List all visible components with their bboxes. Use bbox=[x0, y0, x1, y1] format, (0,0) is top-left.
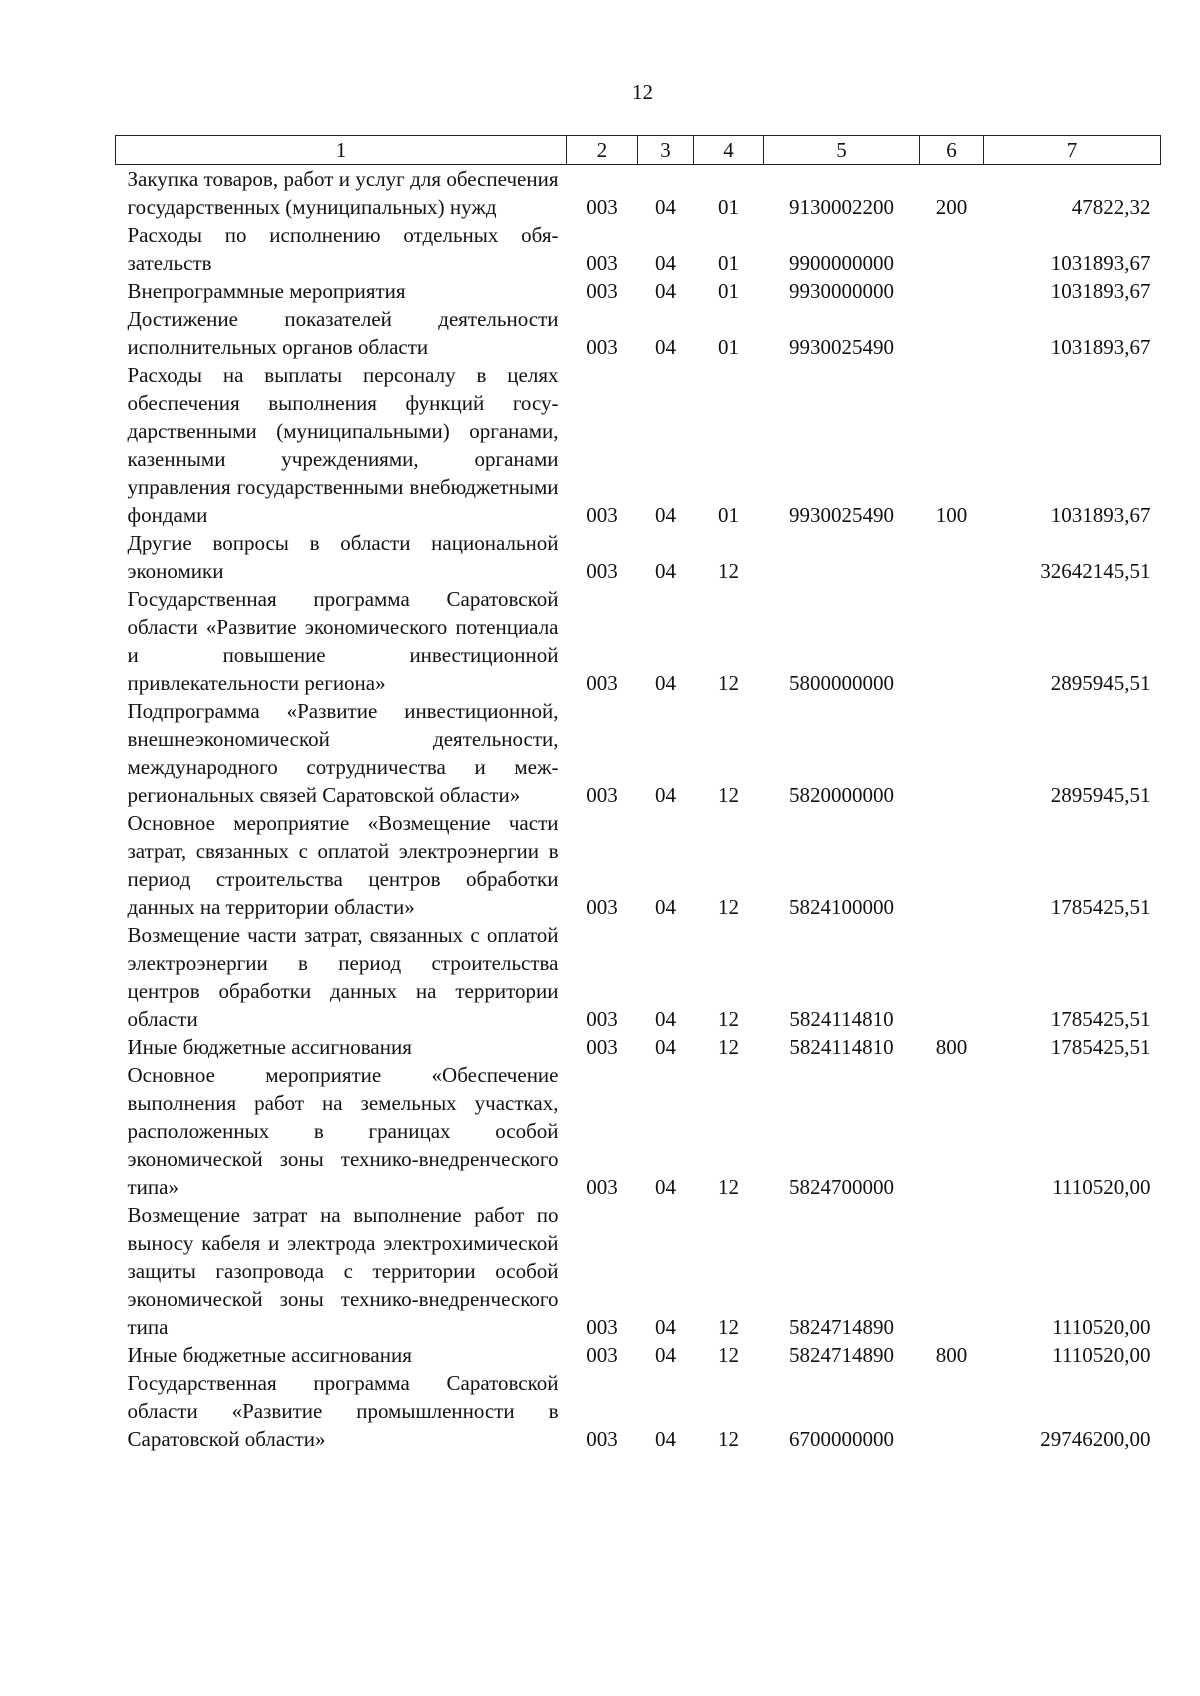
row-code-3: 04 bbox=[655, 279, 676, 303]
row-name: Внепрограммные мероприятия bbox=[127, 279, 406, 303]
row-name: Возмещение затрат на выполнение работ по выносу кабеля и электрода электрохимической защиты газопровода с территории особой экономической зоны технико-внедренческого типа bbox=[127, 1203, 559, 1339]
table-row bbox=[116, 277, 1161, 305]
row-name: Иные бюджетные ассигнования bbox=[127, 1343, 412, 1367]
row-code-2: 003 bbox=[586, 559, 618, 583]
row-amount: 1031893,67 bbox=[1050, 279, 1151, 303]
row-code-6: 100 bbox=[935, 503, 968, 527]
row-code-4: 12 bbox=[718, 1315, 739, 1339]
row-name: Достижение показателей деятельности исполнительных органов области bbox=[127, 307, 559, 359]
row-code-3: 04 bbox=[655, 503, 676, 527]
row-code-4: 01 bbox=[718, 279, 739, 303]
row-code-5: 9930025490 bbox=[789, 335, 894, 359]
column-header-5: 5 bbox=[764, 136, 920, 165]
row-code-6: 200 bbox=[935, 195, 968, 219]
row-code-2: 003 bbox=[586, 1175, 618, 1199]
row-code-3: 04 bbox=[655, 559, 676, 583]
row-code-4: 12 bbox=[718, 1343, 739, 1367]
row-amount: 2895945,51 bbox=[1050, 671, 1151, 695]
row-code-3: 04 bbox=[655, 783, 676, 807]
row-code-6 bbox=[920, 221, 984, 277]
row-code-2: 003 bbox=[586, 279, 618, 303]
row-name: Иные бюджетные ассигнования bbox=[127, 1035, 412, 1059]
row-code-2: 003 bbox=[586, 503, 618, 527]
row-code-3: 04 bbox=[655, 1427, 676, 1451]
row-code-5 bbox=[764, 529, 920, 585]
row-name: Основное мероприятие «Обеспечение выполнения работ на земельных участках, расположенных в границах особой экономической зоны технико-внедренческого типа» bbox=[127, 1063, 559, 1199]
row-code-6 bbox=[920, 809, 984, 921]
row-code-3: 04 bbox=[655, 251, 676, 275]
table-row bbox=[116, 1341, 1161, 1369]
row-name: Расходы на выплаты персоналу в целях обеспечения выполнения функций государственными (муниципальными) органами, казенными учреждениями, органами управления государственными внебюджетными фондами bbox=[127, 363, 559, 527]
row-code-2: 003 bbox=[586, 335, 618, 359]
row-code-4: 12 bbox=[718, 895, 739, 919]
row-code-5: 5824114810 bbox=[789, 1007, 894, 1031]
row-code-4: 12 bbox=[718, 1427, 739, 1451]
row-code-2: 003 bbox=[586, 251, 618, 275]
row-code-5: 9900000000 bbox=[789, 251, 894, 275]
row-code-4: 12 bbox=[718, 1035, 739, 1059]
row-code-6 bbox=[920, 529, 984, 585]
column-header-2: 2 bbox=[567, 136, 638, 165]
row-amount: 1110520,00 bbox=[1052, 1343, 1151, 1367]
row-code-4: 12 bbox=[718, 671, 739, 695]
row-amount: 32642145,51 bbox=[1040, 559, 1151, 583]
table-header bbox=[116, 136, 1161, 165]
row-code-2: 003 bbox=[586, 783, 618, 807]
row-code-5: 5824100000 bbox=[789, 895, 894, 919]
row-code-2: 003 bbox=[586, 1007, 618, 1031]
table-row bbox=[116, 1061, 1161, 1201]
row-code-4: 01 bbox=[718, 251, 739, 275]
row-code-3: 04 bbox=[655, 1175, 676, 1199]
row-code-3: 04 bbox=[655, 895, 676, 919]
column-header-4: 4 bbox=[694, 136, 764, 165]
row-code-6: 800 bbox=[935, 1035, 968, 1059]
row-code-2: 003 bbox=[586, 1427, 618, 1451]
row-name: Закупка товаров, работ и услуг для обеспечения государственных (муниципальных) нужд bbox=[127, 167, 559, 219]
row-code-6 bbox=[920, 697, 984, 809]
row-name: Подпрограмма «Развитие инвестиционной, внешнеэкономической деятельности, международного сотрудничества и межрегиональных связей Саратовской области» bbox=[127, 699, 559, 807]
row-amount: 29746200,00 bbox=[1040, 1427, 1151, 1451]
row-name: Государственная программа Саратовской области «Развитие промышленности в Саратовской области» bbox=[127, 1371, 559, 1451]
table-row bbox=[116, 165, 1161, 222]
column-header-7: 7 bbox=[984, 136, 1161, 165]
table-row bbox=[116, 809, 1161, 921]
row-amount: 1785425,51 bbox=[1050, 1007, 1151, 1031]
row-code-2: 003 bbox=[586, 895, 618, 919]
table-row bbox=[116, 1369, 1161, 1453]
row-code-4: 12 bbox=[718, 559, 739, 583]
row-amount: 1785425,51 bbox=[1050, 1035, 1151, 1059]
row-code-2: 003 bbox=[586, 1343, 618, 1367]
row-amount: 1031893,67 bbox=[1050, 503, 1151, 527]
column-header-3: 3 bbox=[638, 136, 694, 165]
row-code-6: 800 bbox=[935, 1343, 968, 1367]
row-code-3: 04 bbox=[655, 195, 676, 219]
row-name: Расходы по исполнению отдельных обязательств bbox=[127, 223, 559, 275]
row-name: Государственная программа Саратовской области «Развитие экономического потенциала и повышение инвестиционной привлекательности региона» bbox=[127, 587, 559, 695]
row-code-2: 003 bbox=[586, 195, 618, 219]
row-code-4: 01 bbox=[718, 335, 739, 359]
row-code-3: 04 bbox=[655, 1343, 676, 1367]
table-row bbox=[116, 585, 1161, 697]
row-amount: 2895945,51 bbox=[1050, 783, 1151, 807]
row-code-6 bbox=[920, 277, 984, 305]
table-row bbox=[116, 529, 1161, 585]
row-code-6 bbox=[920, 1061, 984, 1201]
budget-table bbox=[115, 135, 1161, 1453]
page-number: 12 bbox=[632, 80, 653, 104]
row-code-6 bbox=[920, 1201, 984, 1341]
row-amount: 1110520,00 bbox=[1052, 1315, 1151, 1339]
row-name: Возмещение части затрат, связанных с оплатой электроэнергии в период строительства центров обработки данных на территории области bbox=[127, 923, 559, 1031]
table-row bbox=[116, 697, 1161, 809]
row-code-4: 12 bbox=[718, 783, 739, 807]
row-name: Другие вопросы в области национальной экономики bbox=[127, 531, 559, 583]
row-code-5: 9930000000 bbox=[789, 279, 894, 303]
row-code-4: 01 bbox=[718, 503, 739, 527]
row-code-5: 5820000000 bbox=[789, 783, 894, 807]
row-code-5: 5800000000 bbox=[789, 671, 894, 695]
column-header-6: 6 bbox=[920, 136, 984, 165]
row-amount: 1110520,00 bbox=[1052, 1175, 1151, 1199]
row-amount: 47822,32 bbox=[1071, 195, 1151, 219]
row-code-3: 04 bbox=[655, 335, 676, 359]
row-code-4: 01 bbox=[718, 195, 739, 219]
budget-table-container bbox=[115, 135, 1160, 1453]
row-amount: 1031893,67 bbox=[1050, 335, 1151, 359]
row-code-5: 5824114810 bbox=[789, 1035, 894, 1059]
table-row bbox=[116, 1201, 1161, 1341]
row-code-6 bbox=[920, 305, 984, 361]
row-code-6 bbox=[920, 921, 984, 1033]
table-row bbox=[116, 921, 1161, 1033]
row-code-5: 9930025490 bbox=[789, 503, 894, 527]
table-row bbox=[116, 305, 1161, 361]
row-code-3: 04 bbox=[655, 1315, 676, 1339]
row-code-4: 12 bbox=[718, 1175, 739, 1199]
row-name: Основное мероприятие «Возмещение части затрат, связанных с оплатой электроэнергии в период строительства центров обработки данных на территории области» bbox=[127, 811, 559, 919]
row-code-3: 04 bbox=[655, 1035, 676, 1059]
row-code-3: 04 bbox=[655, 671, 676, 695]
row-amount: 1785425,51 bbox=[1050, 895, 1151, 919]
row-code-5: 9130002200 bbox=[789, 195, 894, 219]
table-row bbox=[116, 1033, 1161, 1061]
row-code-2: 003 bbox=[586, 671, 618, 695]
row-code-5: 5824714890 bbox=[789, 1343, 894, 1367]
row-code-3: 04 bbox=[655, 1007, 676, 1031]
table-row bbox=[116, 221, 1161, 277]
row-code-2: 003 bbox=[586, 1315, 618, 1339]
header-row bbox=[116, 136, 1161, 165]
row-code-2: 003 bbox=[586, 1035, 618, 1059]
row-code-5: 5824700000 bbox=[789, 1175, 894, 1199]
table-row bbox=[116, 361, 1161, 529]
table-body bbox=[116, 165, 1161, 1454]
row-code-6 bbox=[920, 585, 984, 697]
row-code-5: 6700000000 bbox=[789, 1427, 894, 1451]
column-header-1: 1 bbox=[116, 136, 567, 165]
row-amount: 1031893,67 bbox=[1050, 251, 1151, 275]
row-code-4: 12 bbox=[718, 1007, 739, 1031]
row-code-5: 5824714890 bbox=[789, 1315, 894, 1339]
row-code-6 bbox=[920, 1369, 984, 1453]
